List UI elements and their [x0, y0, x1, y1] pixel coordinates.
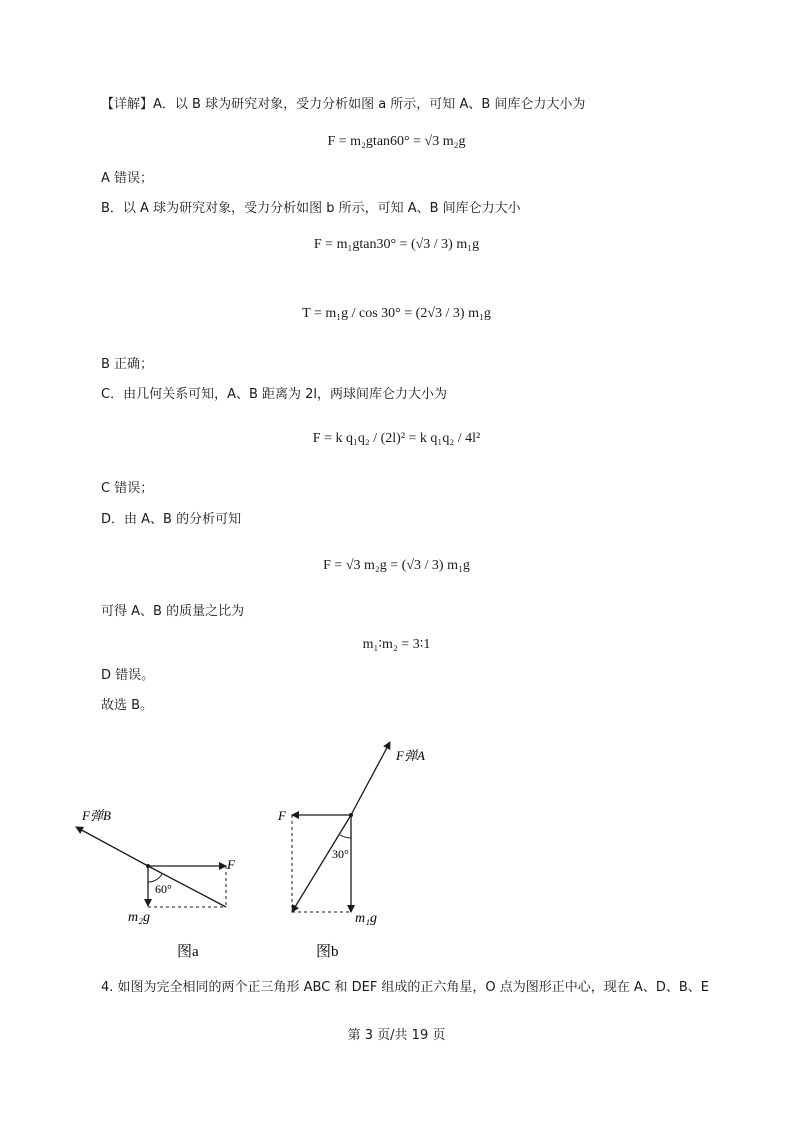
- equation-3: T = m₁g / cos 30° = (2√3 / 3) m₁g: [302, 306, 491, 321]
- page-footer: 第 3 页/共 19 页: [347, 1028, 446, 1043]
- equation-4: F = k q₁q₂ / (2l)² = k q₁q₂ / 4l²: [312, 431, 481, 446]
- equation-5: F = √3 m₂g = (√3 / 3) m₁g: [323, 558, 470, 573]
- equation-6: m₁∶m₂ = 3∶1: [362, 637, 431, 652]
- option-c-line: C．由几何关系可知，A、B 距离为 2l，两球间库仑力大小为: [101, 387, 448, 402]
- equation-1: F = m₂gtan60° = √3 m₂g: [327, 134, 466, 149]
- spring-label-b: F弹B: [82, 808, 111, 823]
- c-wrong-line: C 错误；: [101, 481, 154, 496]
- detail-intro-line: 【详解】A．以 B 球为研究对象，受力分析如图 a 所示，可知 A、B 间库仑力大小为: [101, 97, 586, 112]
- question-4-line: 4. 如图为完全相同的两个正三角形 ABC 和 DEF 组成的正六角星，O 点为图形正中心，现在 A、D、B、E: [101, 980, 709, 995]
- angle-arc-a: [148, 874, 162, 882]
- equation-2: F = m₁gtan30° = (√3 / 3) m₁g: [313, 237, 480, 252]
- mass-ratio-intro-line: 可得 A、B 的质量之比为: [101, 604, 245, 619]
- d-wrong-line: D 错误。: [101, 668, 155, 683]
- figure-a: [76, 808, 236, 960]
- angle-arc-b: [340, 835, 351, 838]
- option-d-line: D．由 A、B 的分析可知: [101, 512, 242, 527]
- a-wrong-line: A 错误；: [101, 171, 154, 186]
- spring-label-a: F弹A: [396, 748, 425, 763]
- answer-line: 故选 B。: [101, 698, 154, 713]
- caption-b: 图b: [316, 944, 339, 960]
- gravity-label-b: m₁g: [355, 911, 377, 926]
- spring-force-b-arrow: [76, 827, 148, 866]
- option-b-line: B．以 A 球为研究对象，受力分析如图 b 所示，可知 A、B 间库仑力大小: [101, 201, 521, 216]
- spring-force-a-arrow: [351, 742, 390, 815]
- caption-a: 图a: [177, 944, 199, 960]
- ball-a-point: [349, 813, 353, 817]
- resultant-line-b: [292, 815, 351, 912]
- ball-b-point: [146, 864, 150, 868]
- angle-label-a: 60°: [155, 882, 172, 896]
- gravity-label-a: m₂g: [128, 910, 150, 925]
- angle-label-b: 30°: [332, 847, 349, 861]
- b-correct-line: B 正确；: [101, 357, 154, 372]
- figure-b: [277, 742, 425, 960]
- force-diagrams: [0, 730, 793, 960]
- coulomb-label-a: F: [227, 857, 235, 872]
- coulomb-label-b: F: [278, 808, 286, 823]
